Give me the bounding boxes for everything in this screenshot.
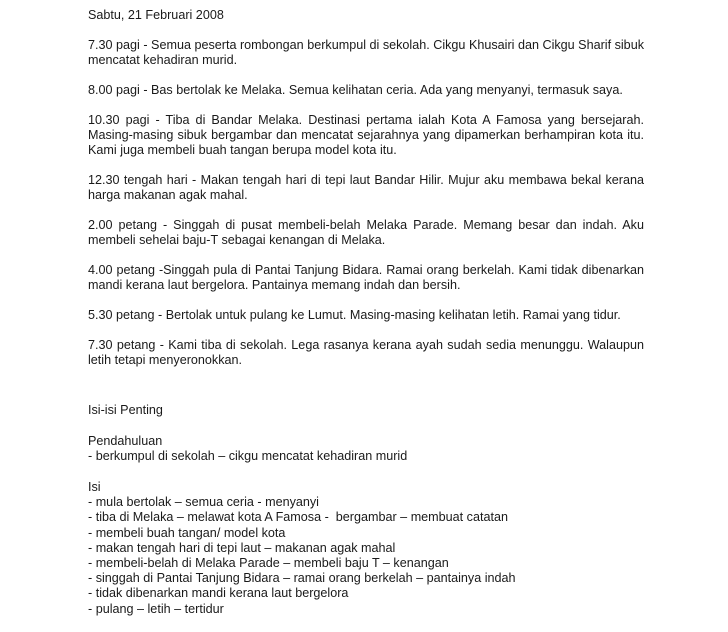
body-item: - membeli-belah di Melaka Parade – membeli baju T – kenangan	[88, 556, 449, 571]
body-title: Isi	[88, 480, 101, 495]
diary-entry: 7.30 pagi - Semua peserta rombongan berkumpul di sekolah. Cikgu Khusairi dan Cikgu Sharif sibuk mencatat kehadiran murid.	[88, 38, 644, 67]
summary-heading: Isi-isi Penting	[88, 403, 163, 417]
diary-entry: 2.00 petang - Singgah di pusat membeli-belah Melaka Parade. Memang besar dan indah. Aku membeli sehelai baju-T sebagai kenangan di Melaka.	[88, 218, 644, 247]
diary-entry: 5.30 petang - Bertolak untuk pulang ke Lumut. Masing-masing kelihatan letih. Ramai yang tidur.	[88, 308, 621, 322]
diary-entry: 8.00 pagi - Bas bertolak ke Melaka. Semua kelihatan ceria. Ada yang menyanyi, termasuk saya.	[88, 83, 623, 97]
section-gap	[88, 368, 644, 402]
diary-entry: 12.30 tengah hari - Makan tengah hari di tepi laut Bandar Hilir. Mujur aku membawa bekal kerana harga makanan agak mahal.	[88, 173, 644, 202]
body-item: - makan tengah hari di tepi laut – makanan agak mahal	[88, 540, 396, 555]
body-item: - membeli buah tangan/ model kota	[88, 525, 286, 540]
intro-section	[88, 433, 644, 464]
body-item: - pulang – letih – tertidur	[88, 601, 224, 616]
body-section	[88, 479, 644, 617]
body-item: - tidak dibenarkan mandi kerana laut bergelora	[88, 586, 349, 601]
document-page	[88, 7, 644, 632]
body-item: - tiba di Melaka – melawat kota A Famosa - bergambar – membuat catatan	[88, 510, 508, 525]
body-item: - singgah di Pantai Tanjung Bidara – ramai orang berkelah – pantainya indah	[88, 571, 516, 586]
diary-date: Sabtu, 21 Februari 2008	[88, 8, 224, 22]
diary-entry: 7.30 petang - Kami tiba di sekolah. Lega rasanya kerana ayah sudah sedia menunggu. Walaupun letih tetapi menyeronokkan.	[88, 338, 644, 367]
intro-title: Pendahuluan	[88, 434, 163, 448]
intro-item: - berkumpul di sekolah – cikgu mencatat kehadiran murid	[88, 449, 408, 463]
body-item: - mula bertolak – semua ceria - menyanyi	[88, 495, 319, 510]
diary-entry: 4.00 petang -Singgah pula di Pantai Tanjung Bidara. Ramai orang berkelah. Kami tidak dibenarkan mandi kerana laut bergelora. Pantainya memang indah dan bersih.	[88, 263, 644, 292]
diary-entry: 10.30 pagi - Tiba di Bandar Melaka. Destinasi pertama ialah Kota A Famosa yang bersejarah. Masing-masing sibuk bergambar dan mencatat sejarahnya yang dipamerkan berhampiran kota itu. Kami juga membeli buah tangan berupa model kota itu.	[88, 113, 644, 157]
